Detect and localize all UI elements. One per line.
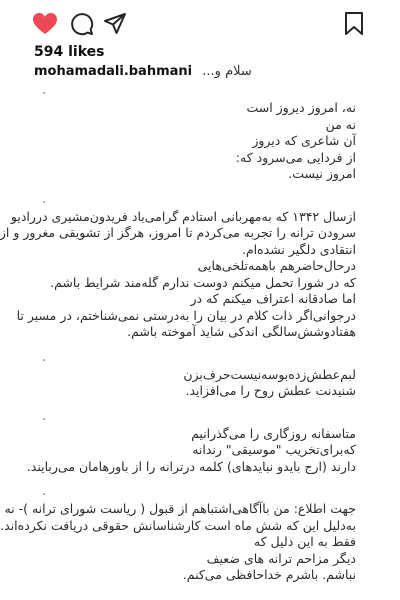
caption-line: فقط به این دلیل که	[254, 534, 356, 549]
post-caption	[34, 64, 252, 79]
heart-icon[interactable]	[32, 12, 58, 40]
post-username[interactable]: mohamadali.bahmani	[34, 64, 193, 79]
caption-line: نه، امروز دیروز است	[246, 100, 356, 115]
caption-line: که در شورا تحمل میکنم دوست ندارم گله‌مند شرایط باشم.	[50, 274, 356, 290]
caption-line: از فردایی می‌سرود که:	[235, 149, 356, 165]
separator-dot: .	[42, 82, 47, 98]
caption-paragraph	[26, 425, 356, 476]
caption-line: نه من	[325, 116, 356, 132]
caption-line: دیگر مزاحم ترانه های ضعیف	[206, 550, 356, 566]
post-action-bar	[0, 10, 400, 40]
caption-line: سرودن ترانه را تجربه می‌کردم تا امروز، هرگز از تشویقی مغرور و از	[0, 225, 356, 240]
caption-preview: ...سلام و	[202, 64, 252, 79]
caption-paragraph	[40, 100, 356, 183]
paper-plane-icon[interactable]	[103, 12, 127, 40]
caption-line: نباشم. باشرم خداحافظی می‌کنم.	[182, 567, 356, 582]
caption-line: دارند (ارج بایدو نبایدهای) کلمه درترانه را از باورهامان می‌ربایند.	[26, 458, 356, 474]
caption-line: هفتادوشش‌سالگی اندکی شاید آموخته باشم.	[127, 324, 356, 339]
caption-line: که‌برای‌تخریب "موسیقی" رندانه	[192, 442, 356, 457]
separator-dot: .	[42, 348, 47, 365]
caption-line: درحال‌حاضرهم باهمه‌تلخی‌هایی	[197, 258, 356, 273]
caption-line: اما صادقانه اعتراف میکنم که در	[190, 291, 356, 306]
caption-line: انتقادی دلگیر نشده‌ام.	[241, 241, 356, 257]
caption-line: ازسال ۱۳۴۲ که به‌مهربانی استادم گرامی‌یاد فریدون‌مشیری دررادیو	[10, 208, 356, 224]
caption-line: درجوانی‌اگر ذات کلام در بیان را به‌درستی نمی‌شناختم، در مسیر تا	[16, 307, 356, 323]
caption-line: به‌دلیل این که شش ماه است کارشناسانش حقوقی دریافت نکرده‌اند.	[0, 517, 356, 533]
bookmark-icon[interactable]	[344, 12, 364, 40]
like-count[interactable]: 594 likes	[34, 44, 105, 60]
caption-line: امروز نیست.	[288, 166, 356, 181]
caption-line: متاسفانه روزگاری را می‌گذرانیم	[191, 425, 356, 441]
caption-line: جهت اطلاع: من باآگاهی‌اشتباهم از قبول ( ریاست شورای ترانه )- نه	[4, 501, 356, 516]
comment-icon[interactable]	[70, 12, 94, 40]
separator-dot: .	[42, 483, 47, 499]
separator-dot: .	[42, 190, 47, 207]
caption-paragraph	[40, 367, 356, 400]
caption-paragraph	[0, 208, 356, 341]
caption-line: شنیدنت عطش روح را می‌افزاید.	[185, 383, 356, 398]
caption-body	[0, 82, 356, 594]
separator-dot: .	[42, 407, 47, 424]
caption-line: لبم‌عطش‌زده‌بوسه‌نیست‌حرف‌بزن	[183, 366, 356, 382]
caption-paragraph	[0, 501, 356, 584]
caption-line: آن شاعری که دیروز	[252, 133, 356, 148]
